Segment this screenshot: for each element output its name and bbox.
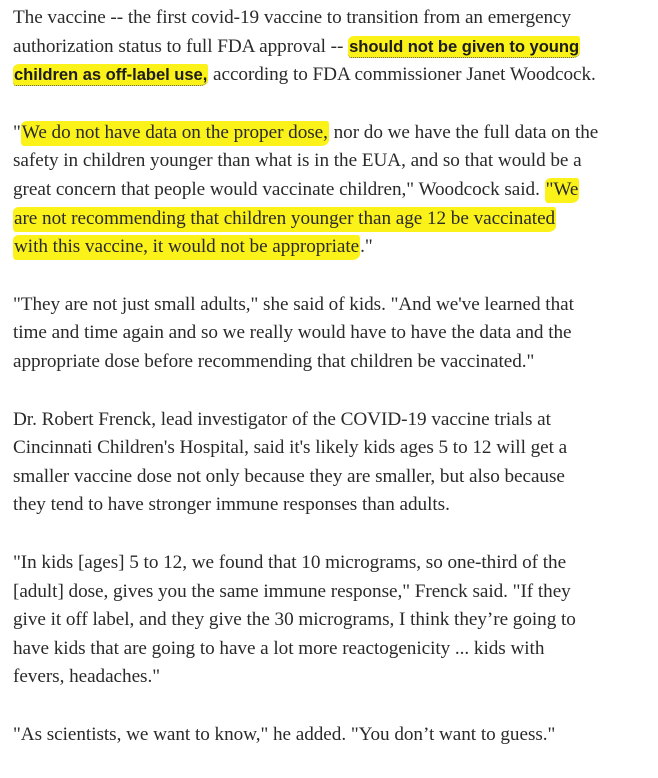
text-segment: nor do we have the full data on the bbox=[328, 121, 599, 143]
text-segment: The vaccine -- the first covid-19 vaccine to transition from an emergency bbox=[13, 7, 572, 28]
text-line bbox=[13, 491, 653, 520]
text-line bbox=[13, 119, 653, 148]
text-segment: safety in children younger than what is in the EUA, and so that would be a bbox=[13, 150, 582, 172]
text-segment: Dr. Robert Frenck, lead investigator of the COVID-19 vaccine trials at bbox=[13, 408, 551, 430]
text-segment: [adult] dose, gives you the same immune response," Frenck said. "If they bbox=[13, 580, 571, 602]
highlighted-quote: We do not have data on the proper dose, bbox=[21, 121, 329, 146]
text-line bbox=[13, 176, 653, 205]
text-line bbox=[13, 348, 653, 377]
text-line bbox=[13, 61, 653, 90]
text-segment: "In kids [ages] 5 to 12, we found that 10 micrograms, so one-third of the bbox=[13, 551, 567, 573]
text-line bbox=[13, 635, 653, 664]
text-line bbox=[13, 406, 653, 435]
text-line bbox=[13, 463, 653, 492]
text-segment: ." bbox=[360, 236, 373, 258]
highlighted-quote: with this vaccine, it would not be appropriate bbox=[13, 235, 360, 260]
text-line bbox=[13, 233, 653, 262]
text-segment: " bbox=[13, 121, 21, 143]
text-segment: "They are not just small adults," she said of kids. "And we've learned that bbox=[13, 293, 574, 315]
text-segment: time and time again and so we really would have to have the data and the bbox=[13, 322, 572, 344]
text-segment: according to FDA commissioner Janet Woodcock. bbox=[208, 64, 596, 86]
text-line bbox=[13, 606, 653, 635]
text-line bbox=[13, 291, 653, 320]
text-line bbox=[13, 4, 653, 33]
article-paragraph bbox=[13, 406, 653, 520]
text-segment: appropriate dose before recommending that children be vaccinated." bbox=[13, 350, 535, 372]
text-segment: great concern that people would vaccinate children," Woodcock said. bbox=[13, 178, 545, 200]
highlighted-quote: are not recommending that children younger than age 12 be vaccinated bbox=[13, 207, 556, 232]
article-body bbox=[13, 4, 653, 778]
article-paragraph bbox=[13, 119, 653, 262]
text-line bbox=[13, 33, 653, 62]
text-segment: "As scientists, we want to know," he added. "You don’t want to guess." bbox=[13, 723, 556, 745]
article-paragraph bbox=[13, 4, 653, 90]
article-paragraph bbox=[13, 291, 653, 377]
text-line bbox=[13, 147, 653, 176]
highlighted-quote: "We bbox=[545, 178, 580, 203]
text-line bbox=[13, 721, 653, 750]
text-segment: Cincinnati Children's Hospital, said it's likely kids ages 5 to 12 will get a bbox=[13, 437, 568, 459]
text-segment: authorization status to full FDA approval -- bbox=[13, 35, 349, 57]
text-segment: fevers, headaches." bbox=[13, 666, 160, 688]
article-paragraph bbox=[13, 721, 653, 750]
text-segment: give it off label, and they give the 30 micrograms, I think they’re going to bbox=[13, 609, 576, 631]
text-line bbox=[13, 549, 653, 578]
text-line bbox=[13, 434, 653, 463]
highlighted-link-text: should not be given to young bbox=[349, 36, 580, 56]
article-paragraph bbox=[13, 549, 653, 692]
highlighted-link-text: children as off-label use, bbox=[14, 65, 208, 85]
text-line bbox=[13, 205, 653, 234]
text-segment: have kids that are going to have a lot more reactogenicity ... kids with bbox=[13, 637, 545, 659]
text-line bbox=[13, 578, 653, 607]
text-segment: they tend to have stronger immune responses than adults. bbox=[13, 494, 450, 516]
text-line bbox=[13, 319, 653, 348]
text-line bbox=[13, 663, 653, 692]
text-segment: smaller vaccine dose not only because they are smaller, but also because bbox=[13, 465, 565, 487]
